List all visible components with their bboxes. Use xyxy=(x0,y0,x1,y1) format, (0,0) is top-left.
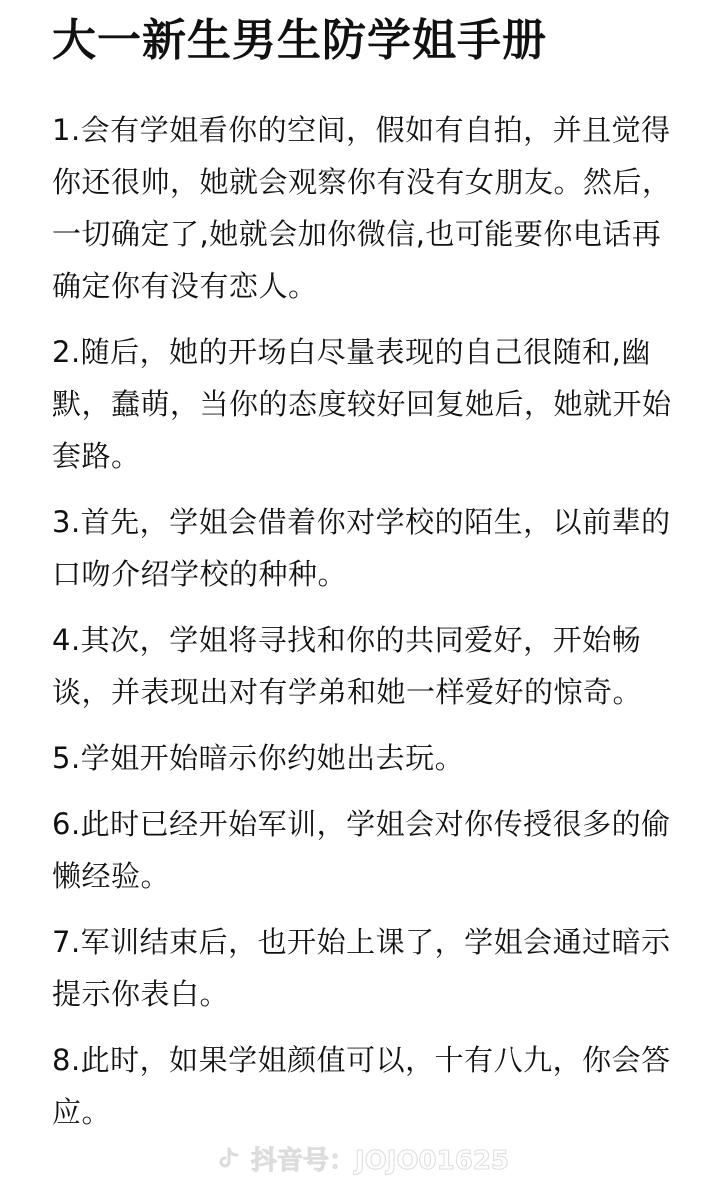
list-item: 7.军训结束后，也开始上课了，学姐会通过暗示提示你表白。 xyxy=(52,925,671,1011)
list-item: 4.其次，学姐将寻找和你的共同爱好，开始畅谈，并表现出对有学弟和她一样爱好的惊奇。 xyxy=(52,623,643,709)
list-item: 5.学姐开始暗示你约她出去玩。 xyxy=(52,741,465,775)
list-item: 8.此时，如果学姐颜值可以，十有八九，你会答应。 xyxy=(52,1043,671,1129)
list-item: 2.随后，她的开场白尽量表现的自己很随和,幽默，蠢萌，当你的态度较好回复她后，她就开始套路。 xyxy=(52,335,672,473)
tiktok-icon xyxy=(215,1146,241,1172)
list-item: 1.会有学姐看你的空间，假如有自拍，并且觉得你还很帅，她就会观察你有没有女朋友。然后，一切确定了,她就会加你微信,也可能要你电话再确定你有没有恋人。 xyxy=(52,113,672,303)
list-item: 6.此时已经开始军训，学姐会对你传授很多的偷懒经验。 xyxy=(52,807,671,893)
item-list xyxy=(52,104,680,1138)
watermark xyxy=(215,1140,509,1177)
watermark-text: 抖音号：JOJO01625 xyxy=(251,1146,510,1176)
list-item: 3.首先，学姐会借着你对学校的陌生，以前辈的口吻介绍学校的种种。 xyxy=(52,505,671,591)
page-title: 大一新生男生防学姐手册 xyxy=(52,15,547,66)
